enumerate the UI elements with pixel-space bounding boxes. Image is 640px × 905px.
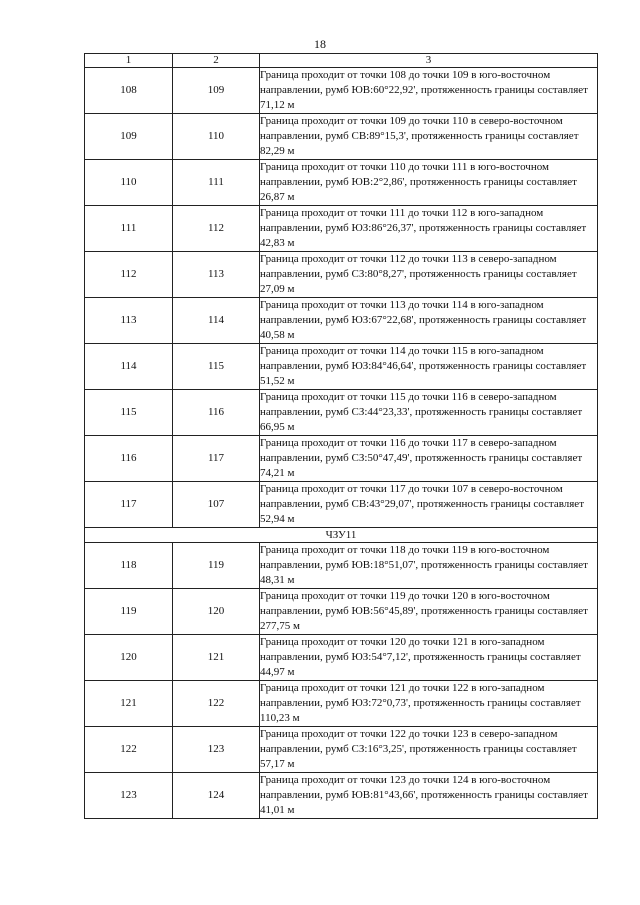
table-row — [85, 344, 598, 390]
from-point: 114 — [85, 344, 173, 390]
boundary-description: Граница проходит от точки 123 до точки 124 в юго-восточном направлении, румб ЮВ:81°43,66', протяженность границы составляет 41,01 м — [260, 773, 598, 819]
section-row — [85, 528, 598, 543]
from-point: 109 — [85, 114, 173, 160]
section-label: ЧЗУ11 — [85, 528, 598, 543]
from-point: 111 — [85, 206, 173, 252]
boundary-description: Граница проходит от точки 120 до точки 121 в юго-западном направлении, румб ЮЗ:54°7,12', протяженность границы составляет 44,97 м — [260, 635, 598, 681]
to-point: 113 — [173, 252, 260, 298]
table-row — [85, 543, 598, 589]
to-point: 117 — [173, 436, 260, 482]
to-point: 109 — [173, 68, 260, 114]
from-point: 110 — [85, 160, 173, 206]
to-point: 110 — [173, 114, 260, 160]
table-row — [85, 681, 598, 727]
to-point: 112 — [173, 206, 260, 252]
from-point: 108 — [85, 68, 173, 114]
boundary-description: Граница проходит от точки 118 до точки 119 в юго-восточном направлении, румб ЮВ:18°51,07', протяженность границы составляет 48,31 м — [260, 543, 598, 589]
table-row — [85, 589, 598, 635]
from-point: 122 — [85, 727, 173, 773]
table-row — [85, 727, 598, 773]
boundary-description: Граница проходит от точки 111 до точки 112 в юго-западном направлении, румб ЮЗ:86°26,37', протяженность границы составляет 42,83 м — [260, 206, 598, 252]
boundary-description: Граница проходит от точки 116 до точки 117 в северо-западном направлении, румб СЗ:50°47,49', протяженность границы составляет 74,21 м — [260, 436, 598, 482]
table-row — [85, 773, 598, 819]
boundary-description: Граница проходит от точки 112 до точки 113 в северо-западном направлении, румб СЗ:80°8,27', протяженность границы составляет 27,09 м — [260, 252, 598, 298]
boundary-description: Граница проходит от точки 117 до точки 107 в северо-восточном направлении, румб СВ:43°29,07', протяженность границы составляет 52,94 м — [260, 482, 598, 528]
from-point: 113 — [85, 298, 173, 344]
from-point: 120 — [85, 635, 173, 681]
boundary-description: Граница проходит от точки 119 до точки 120 в юго-восточном направлении, румб ЮВ:56°45,89', протяженность границы составляет 277,75 м — [260, 589, 598, 635]
from-point: 119 — [85, 589, 173, 635]
header-row — [85, 54, 598, 68]
table-row — [85, 160, 598, 206]
from-point: 123 — [85, 773, 173, 819]
to-point: 114 — [173, 298, 260, 344]
boundary-description: Граница проходит от точки 121 до точки 122 в юго-западном направлении, румб ЮЗ:72°0,73', протяженность границы составляет 110,23 м — [260, 681, 598, 727]
column-header-2: 2 — [173, 54, 260, 68]
boundary-description: Граница проходит от точки 113 до точки 114 в юго-западном направлении, румб ЮЗ:67°22,68', протяженность границы составляет 40,58 м — [260, 298, 598, 344]
from-point: 117 — [85, 482, 173, 528]
to-point: 111 — [173, 160, 260, 206]
table-row — [85, 252, 598, 298]
boundary-description: Граница проходит от точки 114 до точки 115 в юго-западном направлении, румб ЮЗ:84°46,64', протяженность границы составляет 51,52 м — [260, 344, 598, 390]
to-point: 119 — [173, 543, 260, 589]
from-point: 118 — [85, 543, 173, 589]
boundary-description: Граница проходит от точки 115 до точки 116 в северо-западном направлении, румб СЗ:44°23,33', протяженность границы составляет 66,95 м — [260, 390, 598, 436]
page-number: 18 — [314, 37, 326, 51]
boundary-table — [84, 53, 598, 819]
column-header-1: 1 — [85, 54, 173, 68]
to-point: 121 — [173, 635, 260, 681]
to-point: 116 — [173, 390, 260, 436]
table-row — [85, 436, 598, 482]
to-point: 107 — [173, 482, 260, 528]
from-point: 121 — [85, 681, 173, 727]
boundary-description: Граница проходит от точки 110 до точки 111 в юго-восточном направлении, румб ЮВ:2°2,86', протяженность границы составляет 26,87 м — [260, 160, 598, 206]
to-point: 123 — [173, 727, 260, 773]
boundary-description: Граница проходит от точки 109 до точки 110 в северо-восточном направлении, румб СВ:89°15,3', протяженность границы составляет 82,29 м — [260, 114, 598, 160]
to-point: 124 — [173, 773, 260, 819]
table-row — [85, 298, 598, 344]
table-row — [85, 68, 598, 114]
to-point: 120 — [173, 589, 260, 635]
to-point: 115 — [173, 344, 260, 390]
to-point: 122 — [173, 681, 260, 727]
table-row — [85, 635, 598, 681]
table-row — [85, 114, 598, 160]
boundary-description: Граница проходит от точки 108 до точки 109 в юго-восточном направлении, румб ЮВ:60°22,92', протяженность границы составляет 71,12 м — [260, 68, 598, 114]
table-row — [85, 206, 598, 252]
from-point: 112 — [85, 252, 173, 298]
from-point: 116 — [85, 436, 173, 482]
boundary-description: Граница проходит от точки 122 до точки 123 в северо-западном направлении, румб СЗ:16°3,25', протяженность границы составляет 57,17 м — [260, 727, 598, 773]
column-header-3: 3 — [260, 54, 598, 68]
table-row — [85, 482, 598, 528]
from-point: 115 — [85, 390, 173, 436]
table-row — [85, 390, 598, 436]
